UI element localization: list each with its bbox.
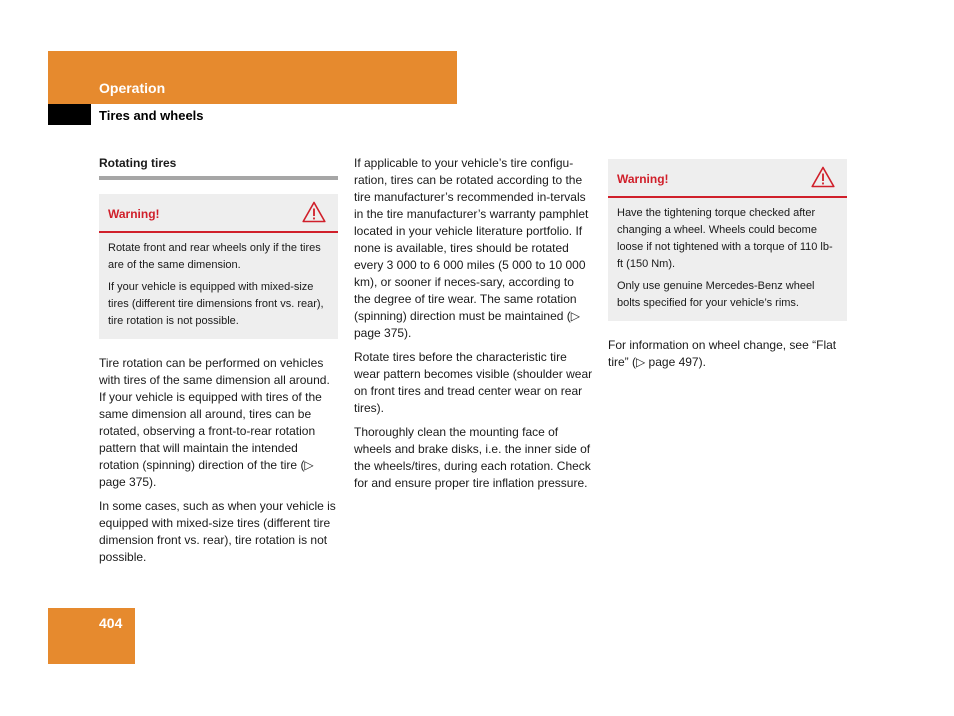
header-tab-marker <box>48 104 91 125</box>
column-3 <box>608 159 847 378</box>
body-paragraph: In some cases, such as when your vehicle is equipped with mixed-size tires (different tire dimension front vs. rear), tire rotation is not possible. <box>99 499 336 564</box>
body-paragraph: For information on wheel change, see “Flat tire” (▷ page 497). <box>608 338 837 369</box>
rotating-tires-heading: Rotating tires <box>99 155 338 180</box>
column-2 <box>354 155 593 499</box>
warning-text: Only use genuine Mercedes-Benz wheel bolts specified for your vehicle’s rims. <box>617 280 815 309</box>
warning-triangle-icon <box>302 201 326 223</box>
subsection-title: Tires and wheels <box>99 108 204 123</box>
page-number: 404 <box>99 615 123 631</box>
warning-body <box>99 233 338 339</box>
warning-box-1 <box>99 194 338 339</box>
body-paragraph: Thoroughly clean the mounting face of wheels and brake disks, i.e. the inner side of the wheels/tires, during each rotation. Check for and ensure proper tire inflation pressure. <box>354 425 591 490</box>
warning-text: Rotate front and rear wheels only if the tires are of the same dimension. <box>108 242 321 271</box>
warning-label: Warning! <box>617 172 669 186</box>
column-1 <box>99 155 338 573</box>
section-title: Operation <box>99 80 166 96</box>
warning-header <box>608 159 847 198</box>
warning-box-2 <box>608 159 847 321</box>
warning-header <box>99 194 338 233</box>
warning-text: Have the tightening torque checked after changing a wheel. Wheels could become loose if not tightened with a torque of 110 lb-ft (150 Nm). <box>617 207 833 270</box>
warning-text: If your vehicle is equipped with mixed-size tires (different tire dimensions front vs. rear), tire rotation is not possible. <box>108 281 324 327</box>
body-paragraph: If applicable to your vehicle’s tire configu-ration, tires can be rotated according to the tire manufacturer’s recommended in-tervals in the tire manufacturer’s warranty pamphlet located in your vehicle literature portfolio. If none is available, tires should be rotated every 3 000 to 6 000 miles (5 000 to 10 000 km), or sooner if neces-sary, according to the degree of tire wear. The same rotation (spinning) direction must be maintained (▷ page 375). <box>354 156 589 340</box>
warning-body <box>608 198 847 321</box>
warning-label: Warning! <box>108 207 160 221</box>
header-band <box>48 51 457 104</box>
warning-triangle-icon <box>811 166 835 188</box>
body-paragraph: Tire rotation can be performed on vehicles with tires of the same dimension all around. If your vehicle is equipped with tires of the same dimension all around, tires can be rotated, observing a front-to-rear rotation pattern that will maintain the intended rotation (spinning) direction of the tire (▷ page 375). <box>99 356 330 489</box>
body-paragraph: Rotate tires before the characteristic tire wear pattern becomes visible (shoulder wear on front tires and tread center wear on rear tires). <box>354 350 593 415</box>
